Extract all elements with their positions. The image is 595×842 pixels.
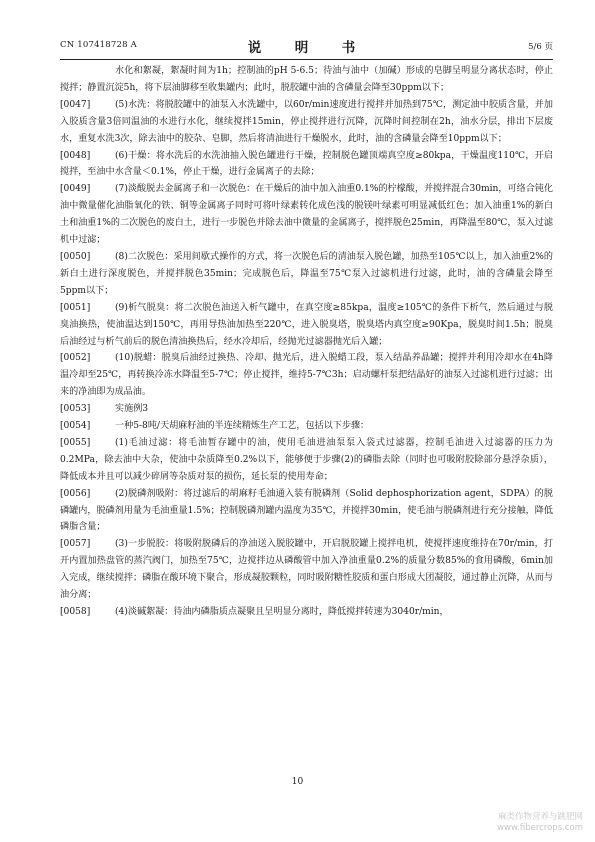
paragraph-text: 水化和絮凝，絮凝时间为1h；控制油的pH 5-6.5；待油与油中（加碱）形成的皂脚呈明显分离状态时，停止搅拌；静置沉淀5h，将下层油脚移至收集罐内；此时，脱胶罐中油的含磷量会降至30ppm以下； bbox=[60, 66, 553, 93]
paragraph bbox=[60, 604, 553, 621]
watermark-url: www.fibercrops.com bbox=[497, 823, 583, 833]
paragraph-text: (7)淡酸脱去金属离子和一次脱色：在干燥后的油中加入油重0.1%的柠檬酸，并搅拌混合30min，可络合钝化油中微量催化油脂氧化的铁、铜等金属离子同时可将叶绿素转化成色浅的脱镁叶绿素可明显减低红色；加入油重1%的新白土和油重1%的二次脱色的废白土，进行一步脱色并除去油中微量的金属离子，搅拌脱色25min，再降温至80℃，泵入过滤机中过滤； bbox=[60, 184, 553, 246]
paragraph-number: [0048] bbox=[60, 150, 91, 161]
paragraph bbox=[60, 435, 553, 486]
paragraph-text: 实施例3 bbox=[115, 404, 149, 415]
paragraph-text: (1)毛油过滤：将毛油暂存罐中的油，使用毛油进油泵泵入袋式过滤器，控制毛油进入过滤器的压力为0.2MPa，除去油中大杂，使油中杂质降至0.2%以下，能够便于步骤(2)的磷脂去除（同时也可吸附胶除部分悬浮杂质），降低成本并且可以减少碎屑等杂质对泵的损伤，延长泵的使用寿命； bbox=[60, 437, 553, 482]
paragraph-text: (10)脱蜡：脱臭后油经过换热、冷却、抛光后，进入脱蜡工段，泵入结晶养晶罐；搅拌并利用冷却水在4h降温冷却至25℃，再转换冷冻水降温至5-7℃；停止搅拌，维持5-7℃3h；启动螺杆泵把结晶好的油泵入过滤机进行过滤；出来的净油即为成品油。 bbox=[60, 353, 553, 398]
page-indicator: 5/6 页 bbox=[528, 42, 553, 52]
page-header bbox=[60, 36, 553, 56]
paragraph bbox=[60, 350, 553, 401]
header-rule bbox=[60, 59, 553, 60]
watermark-site-name: 麻类作物营养与跳肥网 bbox=[497, 812, 583, 822]
publication-number: CN 107418728 A bbox=[60, 40, 137, 50]
section-heading bbox=[60, 401, 553, 418]
watermark bbox=[497, 812, 583, 834]
paragraph-number: [0055] bbox=[60, 437, 91, 448]
paragraph-number: [0052] bbox=[60, 353, 91, 364]
paragraph bbox=[60, 249, 553, 300]
paragraph-text: (5)水洗：将脱胶罐中的油泵入水洗罐中，以60r/min速度进行搅拌并加热到75℃，测定油中胶质含量，并加入胶质含量3倍同温油的水进行水化，继续搅拌15min，停止搅拌进行沉降，沉降时间控制在2h，油水分层，排出下层废水，重复水洗3次，除去油中的胶杂、皂脚，然后将清油进行干燥脱水，此时，油的含磷量会降至10ppm以下； bbox=[60, 99, 553, 144]
paragraph-number: [0054] bbox=[60, 421, 91, 432]
paragraph-text: (6)干燥：将水洗后的水洗油抽入脱色罐进行干燥，控制脱色罐顶端真空度≥80kpa，干燥温度110℃，开启搅拌，至油中水含量＜0.1%，停止干燥，进行金属离子的去除； bbox=[60, 150, 553, 178]
paragraph-text: 一种5-8吨/天胡麻籽油的半连续精炼生产工艺，包括以下步骤： bbox=[115, 421, 370, 432]
page-number: 10 bbox=[291, 777, 304, 787]
paragraph-text: (2)脱磷剂吸附：将过滤后的胡麻籽毛油通入装有脱磷剂（Solid dephosphorization agent，SDPA）的脱磷罐内，脱磷剂用量为毛油重量1.5%；控制脱磷剂罐内温度为35℃，并搅拌30min，使毛油与脱磷剂进行充分接触，降低磷脂含量； bbox=[60, 488, 553, 533]
paragraph bbox=[60, 97, 553, 148]
paragraph-text: (8)二次脱色：采用间歇式操作的方式，将一次脱色后的清油泵入脱色罐，加热至105℃以上，加入油重2%的新白土进行深度脱色，并搅拌脱色35min；完成脱色后，降温至75℃泵入过滤机进行过滤，此时，油的含磷量会降至5ppm以下； bbox=[60, 251, 553, 296]
paragraph bbox=[60, 63, 553, 97]
paragraph-number: [0053] bbox=[60, 404, 91, 415]
paragraph bbox=[60, 536, 553, 604]
document-body bbox=[60, 63, 553, 621]
paragraph-number: [0047] bbox=[60, 99, 91, 110]
paragraph-number: [0051] bbox=[60, 302, 91, 313]
paragraph-number: [0056] bbox=[60, 488, 91, 499]
paragraph bbox=[60, 148, 553, 182]
paragraph bbox=[60, 418, 553, 435]
document-title: 说 明 书 bbox=[247, 40, 366, 56]
paragraph bbox=[60, 300, 553, 351]
paragraph bbox=[60, 486, 553, 537]
paragraph-number: [0049] bbox=[60, 184, 91, 195]
paragraph-number: [0057] bbox=[60, 539, 91, 550]
paragraph-text: (9)析气脱臭：将二次脱色油送入析气罐中，在真空度≥85kpa，温度≥105℃的条件下析气，然后通过与脱臭油换热，使油温达到150℃，再用导热油加热至220℃，进入脱臭塔，脱臭塔内真空度≥90Kpa，脱臭时间1.5h；脱臭后油经过与析气前后的脱色清油换热后，经水冷却后，经抛光过滤器抛光后入罐； bbox=[60, 302, 553, 347]
paragraph-number: [0050] bbox=[60, 251, 91, 262]
paragraph-text: (4)淡碱絮凝：待油内磷脂质点凝聚且呈明显分离时，降低搅拌转速为3040r/min， bbox=[115, 607, 449, 617]
paragraph bbox=[60, 181, 553, 249]
paragraph-text: (3)一步脱胶：将吸附脱磷后的净油送入脱胶罐中，开启脱胶罐上搅拌电机，使搅拌速度维持在70r/min，打开内置加热盘管的蒸汽阀门，加热至75℃，边搅拌边从磷酸管中加入净油重量0.2%的质量分数85%的食用磷酸，6min加入完成，继续搅拌；磷脂在酸环境下聚合，形成凝胶颗粒，同时吸附糖性胶质和蛋白形成大团凝胶，通过静止沉降，从而与油分离； bbox=[60, 539, 553, 601]
paragraph-number: [0058] bbox=[60, 607, 91, 617]
